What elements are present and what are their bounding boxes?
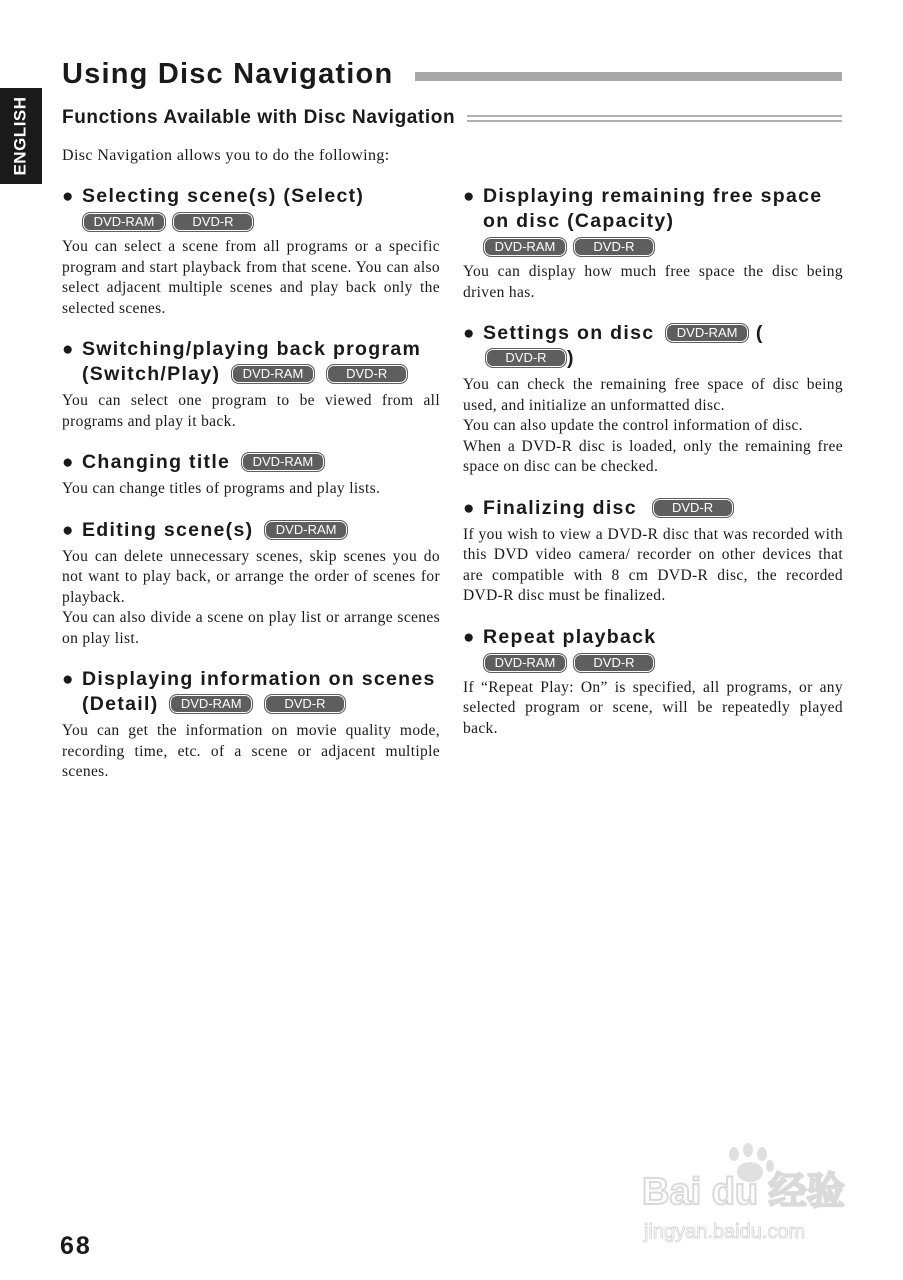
dvd-ram-badge: DVD-RAM — [241, 452, 325, 472]
right-column — [463, 184, 843, 757]
badge-row — [463, 653, 843, 674]
watermark-brand: Bai du 经验 — [642, 1171, 845, 1213]
dvd-r-badge: DVD-R — [652, 498, 734, 518]
bullet-icon: ● — [463, 186, 476, 207]
function-description: If “Repeat Play: On” is specified, all programs, or any selected program or scene, will be repeatedly played back. — [463, 678, 843, 737]
paren-open: ( — [755, 322, 764, 344]
page-header — [62, 54, 842, 94]
function-heading — [62, 184, 440, 209]
function-description: You can select one program to be viewed from all programs and play it back. — [62, 392, 440, 430]
section-header — [62, 104, 842, 132]
baidu-watermark — [638, 1142, 850, 1246]
function-edit — [62, 518, 440, 650]
intro-text: Disc Navigation allows you to do the following: — [62, 147, 390, 164]
function-heading — [62, 518, 440, 543]
dvd-ram-badge: DVD-RAM — [264, 520, 348, 540]
function-change-title — [62, 450, 440, 500]
function-select — [62, 184, 440, 319]
section-rule — [467, 115, 842, 122]
dvd-ram-badge: DVD-RAM — [169, 694, 253, 714]
function-title: Switching/playing back program — [82, 338, 422, 360]
function-finalize — [463, 496, 843, 607]
bullet-icon: ● — [62, 339, 75, 360]
dvd-ram-badge: DVD-RAM — [82, 212, 166, 232]
function-title: Settings on disc — [483, 322, 655, 344]
function-title: Selecting scene(s) (Select) — [82, 185, 365, 207]
language-tab — [0, 88, 42, 184]
function-description: You can check the remaining free space of disc being used, and initialize an unformatted disc. You can also update the control information of disc. When a DVD-R disc is loaded, only the remaining free space on disc can be checked. — [463, 376, 843, 475]
function-heading — [62, 337, 440, 387]
dvd-r-badge: DVD-R — [485, 348, 567, 368]
bullet-icon: ● — [463, 323, 476, 344]
badge-row — [62, 212, 440, 233]
function-title: Changing title — [82, 451, 231, 473]
function-title: Finalizing disc — [483, 496, 637, 519]
function-title-cont: (Switch/Play) — [82, 363, 221, 385]
function-title: Editing scene(s) — [82, 518, 254, 541]
bullet-icon: ● — [62, 519, 75, 541]
function-title: Displaying information on scenes — [82, 668, 436, 690]
function-description: If you wish to view a DVD-R disc that was recorded with this DVD video camera/ recorder on other devices that are compatible with 8 cm DVD-R disc, the recorded DVD-R disc must be finalized. — [463, 525, 843, 604]
watermark-url: jingyan.baidu.com — [644, 1221, 806, 1243]
function-switch — [62, 337, 440, 432]
function-title: Displaying remaining free space — [483, 185, 823, 207]
dvd-r-badge: DVD-R — [264, 694, 346, 714]
language-tab-label: ENGLISH — [11, 96, 30, 176]
dvd-ram-badge: DVD-RAM — [665, 323, 749, 343]
function-description: You can change titles of programs and play lists. — [62, 480, 381, 497]
function-heading — [463, 321, 843, 371]
dvd-r-badge: DVD-R — [172, 212, 254, 232]
bullet-icon: ● — [62, 452, 75, 473]
dvd-ram-badge: DVD-RAM — [231, 364, 315, 384]
bullet-icon: ● — [62, 186, 75, 207]
function-title: Repeat playback — [483, 625, 657, 648]
function-heading — [62, 450, 440, 475]
dvd-ram-badge: DVD-RAM — [483, 653, 567, 673]
badge-row — [463, 237, 843, 258]
dvd-r-badge: DVD-R — [573, 653, 655, 673]
function-repeat — [463, 625, 843, 740]
function-capacity — [463, 184, 843, 303]
bullet-icon: ● — [62, 669, 75, 690]
bullet-icon: ● — [463, 626, 476, 648]
baidu-watermark-logo — [638, 1142, 850, 1246]
function-heading — [463, 625, 843, 650]
section-title: Functions Available with Disc Navigation — [62, 107, 456, 128]
function-title-cont: (Detail) — [82, 693, 159, 715]
function-heading — [463, 184, 843, 234]
function-description: You can display how much free space the disc being driven has. — [463, 263, 843, 301]
paren-close: ) — [567, 347, 575, 369]
function-detail — [62, 667, 440, 783]
function-description: You can delete unnecessary scenes, skip scenes you do not want to play back, or arrange the order of scenes for playback. You can also divide a scene on play list or arrange scenes on play list. — [62, 547, 440, 647]
bullet-icon: ● — [463, 497, 476, 519]
function-description: You can get the information on movie quality mode, recording time, etc. of a scene or adjacent multiple scenes. — [62, 722, 440, 780]
function-heading — [463, 496, 843, 521]
function-settings — [463, 321, 843, 478]
left-column — [62, 184, 440, 801]
page-number: 68 — [60, 1232, 92, 1260]
function-description: You can select a scene from all programs or a specific program and start playback from that scene. You can also select adjacent multiple scenes and play back only the selected scenes. — [62, 238, 440, 317]
dvd-r-badge: DVD-R — [573, 237, 655, 257]
dvd-ram-badge: DVD-RAM — [483, 237, 567, 257]
dvd-r-badge: DVD-R — [326, 364, 408, 384]
page-title: Using Disc Navigation — [62, 57, 394, 90]
function-heading — [62, 667, 440, 717]
title-rule — [415, 72, 842, 81]
function-title-cont: on disc (Capacity) — [483, 210, 675, 232]
